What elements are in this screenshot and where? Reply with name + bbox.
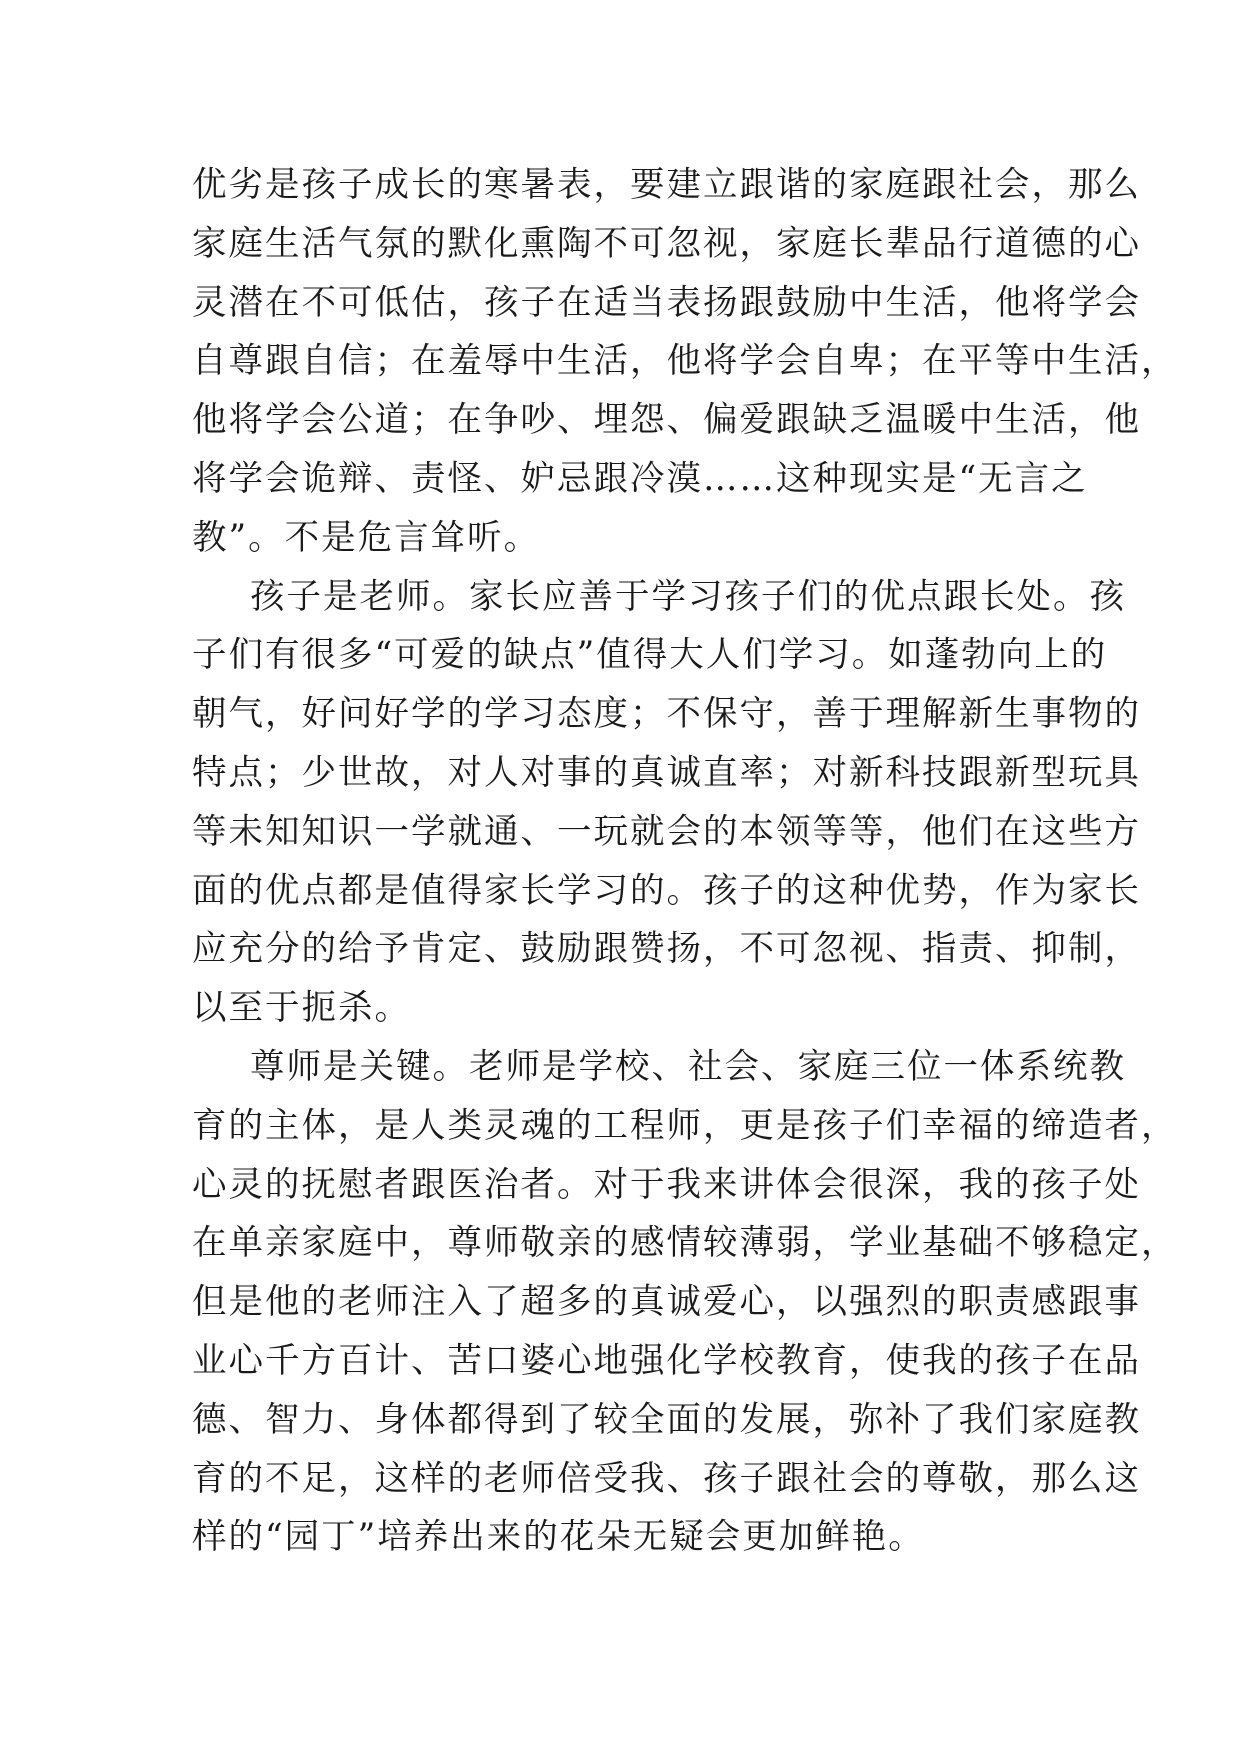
text-line: 特点；少世故，对人对事的真诚直率；对新科技跟新型玩具 xyxy=(192,752,1141,793)
text-line: 以至于扼杀。 xyxy=(192,988,411,1029)
text-line: 他将学会公道；在争吵、埋怨、偏爱跟缺乏温暖中生活，他 xyxy=(192,400,1141,441)
text-line: 将学会诡辩、责怪、妒忌跟冷漠……这种现实是“无言之 xyxy=(192,458,1088,499)
paragraph-start-line: 孩子是老师。家长应善于学习孩子们的优点跟长处。孩 xyxy=(250,576,1126,617)
body-text xyxy=(192,156,1178,1567)
text-line: 自尊跟自信；在羞辱中生活，他将学会自卑；在平等中生活， xyxy=(192,341,1178,382)
text-line: 等未知知识一学就通、一玩就会的本领等等，他们在这些方 xyxy=(192,811,1141,852)
text-line: 在单亲家庭中，尊师敬亲的感情较薄弱，学业基础不够稳定， xyxy=(192,1223,1178,1264)
text-line: 优劣是孩子成长的寒暑表，要建立跟谐的家庭跟社会，那么 xyxy=(192,165,1141,205)
text-line: 子们有很多“可爱的缺点”值得大人们学习。如蓬勃向上的 xyxy=(192,635,1108,676)
text-line: 面的优点都是值得家长学习的。孩子的这种优势，作为家长 xyxy=(192,870,1141,911)
text-line: 教”。不是危言耸听。 xyxy=(192,517,541,558)
text-line: 育的不足，这样的老师倍受我、孩子跟社会的尊敬，那么这 xyxy=(192,1458,1141,1499)
text-line: 应充分的给予肯定、鼓励跟赞扬，不可忽视、指责、抑制， xyxy=(192,929,1141,970)
text-line: 但是他的老师注入了超多的真诚爱心，以强烈的职责感跟事 xyxy=(192,1282,1141,1323)
text-line: 灵潜在不可低估，孩子在适当表扬跟鼓励中生活，他将学会 xyxy=(192,282,1141,323)
text-line: 育的主体，是人类灵魂的工程师，更是孩子们幸福的缔造者， xyxy=(192,1105,1178,1146)
paragraph-start-line: 尊师是关键。老师是学校、社会、家庭三位一体系统教 xyxy=(250,1046,1126,1087)
text-line: 朝气，好问好学的学习态度；不保守，善于理解新生事物的 xyxy=(192,694,1141,735)
text-line: 业心千方百计、苦口婆心地强化学校教育，使我的孩子在品 xyxy=(192,1340,1141,1381)
text-line: 德、智力、身体都得到了较全面的发展，弥补了我们家庭教 xyxy=(192,1399,1141,1440)
text-line: 样的“园丁”培养出来的花朵无疑会更加鲜艳。 xyxy=(192,1517,925,1558)
text-line: 心灵的抚慰者跟医治者。对于我来讲体会很深，我的孩子处 xyxy=(192,1164,1141,1205)
text-line: 家庭生活气氛的默化熏陶不可忽视，家庭长辈品行道德的心 xyxy=(192,223,1141,264)
